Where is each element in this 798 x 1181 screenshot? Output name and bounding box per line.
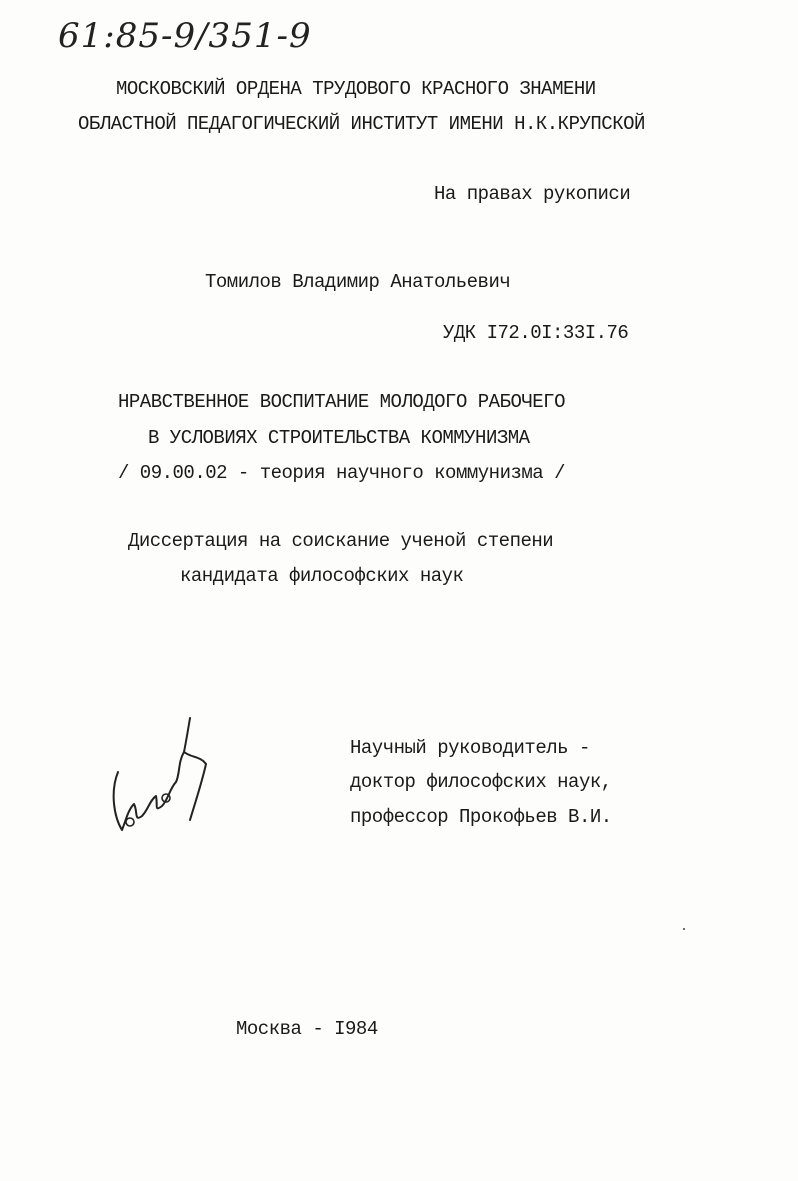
degree-line-2: кандидата философских наук [180, 565, 464, 587]
paper-speck [683, 928, 685, 930]
udc-code: УДК I72.0I:33I.76 [443, 322, 629, 344]
institution-line-2: ОБЛАСТНОЙ ПЕДАГОГИЧЕСКИЙ ИНСТИТУТ ИМЕНИ Н.К.КРУПСКОЙ [78, 113, 645, 135]
title-line-3: / 09.00.02 - теория научного коммунизма / [118, 462, 565, 484]
title-line-1: НРАВСТВЕННОЕ ВОСПИТАНИЕ МОЛОДОГО РАБОЧЕГО [118, 391, 565, 413]
degree-line-1: Диссертация на соискание ученой степени [128, 530, 554, 552]
author-name: Томилов Владимир Анатольевич [205, 271, 511, 293]
institution-line-1: МОСКОВСКИЙ ОРДЕНА ТРУДОВОГО КРАСНОГО ЗНАМЕНИ [116, 78, 596, 100]
supervisor-line-1: Научный руководитель - [350, 737, 590, 759]
manuscript-note: На правах рукописи [434, 183, 631, 205]
signature-scribble [100, 712, 220, 842]
archive-code: 61:85-9/351-9 [58, 16, 312, 56]
place-and-year: Москва - I984 [236, 1018, 378, 1040]
supervisor-line-3: профессор Прокофьев В.И. [350, 806, 612, 828]
title-line-2: В УСЛОВИЯХ СТРОИТЕЛЬСТВА КОММУНИЗМА [148, 427, 530, 449]
supervisor-line-2: доктор философских наук, [350, 771, 612, 793]
